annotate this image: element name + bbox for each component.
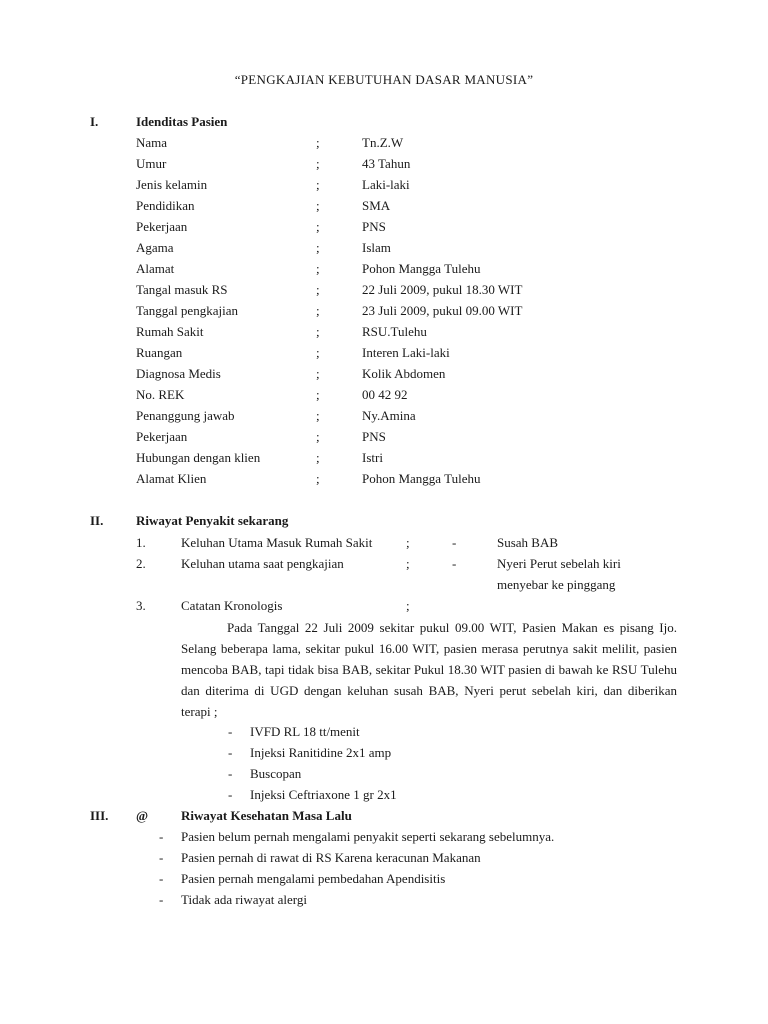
identity-label: Hubungan dengan klien xyxy=(136,450,261,465)
complaint-value: Nyeri Perut sebelah kiri xyxy=(497,556,621,571)
therapy-item: Buscopan xyxy=(250,766,302,781)
identity-value: 00 42 92 xyxy=(362,387,408,402)
complaint-value-continued: menyebar ke pinggang xyxy=(497,577,616,592)
complaint-label: Keluhan utama saat pengkajian xyxy=(181,556,344,571)
therapy-bullet: - xyxy=(228,724,233,739)
identity-value: PNS xyxy=(362,429,386,444)
section-2-numeral: II. xyxy=(90,513,104,528)
chronology-paragraph xyxy=(181,617,677,722)
identity-value: Interen Laki-laki xyxy=(362,345,450,360)
identity-value: Kolik Abdomen xyxy=(362,366,446,381)
complaint-dash: - xyxy=(452,535,457,550)
section-1-heading: Idenditas Pasien xyxy=(136,114,228,129)
section-3-heading: Riwayat Kesehatan Masa Lalu xyxy=(181,808,352,823)
identity-label: Penanggung jawab xyxy=(136,408,235,423)
therapy-bullet: - xyxy=(228,766,233,781)
therapy-item: Injeksi Ranitidine 2x1 amp xyxy=(250,745,392,760)
complaint-dash: - xyxy=(452,556,457,571)
identity-label: Tangal masuk RS xyxy=(136,282,228,297)
identity-separator: ; xyxy=(316,303,320,318)
section-3-numeral: III. xyxy=(90,808,109,823)
section-1-numeral: I. xyxy=(90,114,99,129)
identity-label: No. REK xyxy=(136,387,185,402)
identity-value: SMA xyxy=(362,198,391,213)
identity-label: Jenis kelamin xyxy=(136,177,208,192)
identity-label: Agama xyxy=(136,240,174,255)
document-title: “PENGKAJIAN KEBUTUHAN DASAR MANUSIA” xyxy=(234,72,534,87)
identity-value: Istri xyxy=(362,450,383,465)
identity-value: RSU.Tulehu xyxy=(362,324,427,339)
identity-value: Tn.Z.W xyxy=(362,135,404,150)
identity-separator: ; xyxy=(316,471,320,486)
therapy-item: Injeksi Ceftriaxone 1 gr 2x1 xyxy=(250,787,397,802)
identity-label: Tanggal pengkajian xyxy=(136,303,238,318)
identity-label: Rumah Sakit xyxy=(136,324,204,339)
identity-value: Ny.Amina xyxy=(362,408,416,423)
identity-label: Ruangan xyxy=(136,345,183,360)
identity-value: Pohon Mangga Tulehu xyxy=(362,261,481,276)
section-3-marker: @ xyxy=(136,808,149,823)
history-bullet: - xyxy=(159,829,164,844)
identity-separator: ; xyxy=(316,450,320,465)
complaint-separator: ; xyxy=(406,598,410,613)
history-bullet: - xyxy=(159,892,164,907)
identity-separator: ; xyxy=(316,198,320,213)
identity-separator: ; xyxy=(316,219,320,234)
identity-separator: ; xyxy=(316,429,320,444)
identity-separator: ; xyxy=(316,387,320,402)
identity-separator: ; xyxy=(316,135,320,150)
identity-label: Alamat Klien xyxy=(136,471,207,486)
identity-value: Islam xyxy=(362,240,391,255)
identity-label: Nama xyxy=(136,135,168,150)
identity-label: Pekerjaan xyxy=(136,219,188,234)
history-item: Tidak ada riwayat alergi xyxy=(181,892,307,907)
identity-label: Umur xyxy=(136,156,167,171)
identity-value: 43 Tahun xyxy=(362,156,411,171)
identity-separator: ; xyxy=(316,177,320,192)
history-item: Pasien belum pernah mengalami penyakit seperti sekarang sebelumnya. xyxy=(181,829,555,844)
complaint-label: Keluhan Utama Masuk Rumah Sakit xyxy=(181,535,373,550)
identity-label: Pekerjaan xyxy=(136,429,188,444)
therapy-bullet: - xyxy=(228,745,233,760)
identity-separator: ; xyxy=(316,282,320,297)
section-2-heading: Riwayat Penyakit sekarang xyxy=(136,513,289,528)
complaint-separator: ; xyxy=(406,535,410,550)
identity-label: Pendidikan xyxy=(136,198,195,213)
complaint-value: Susah BAB xyxy=(497,535,559,550)
chronology-text: Pada Tanggal 22 Juli 2009 sekitar pukul 09.00 WIT, Pasien Makan es pisang Ijo. Selang beberapa lama, sekitar pukul 16.00 WIT, pasien merasa perutnya sakit melilit, pasien mencoba BAB, tapi tidak bisa BAB, sekitar Pukul 18.30 WIT pasien di bawah ke RSU Tulehu dan diterima di UGD dengan keluhan susah BAB, Nyeri perut sebelah kiri, dan diberikan terapi ; xyxy=(181,620,677,719)
identity-value: 23 Juli 2009, pukul 09.00 WIT xyxy=(362,303,523,318)
identity-value: Laki-laki xyxy=(362,177,410,192)
therapy-bullet: - xyxy=(228,787,233,802)
history-item: Pasien pernah mengalami pembedahan Apendisitis xyxy=(181,871,446,886)
complaint-label: Catatan Kronologis xyxy=(181,598,283,613)
identity-separator: ; xyxy=(316,408,320,423)
identity-value: 22 Juli 2009, pukul 18.30 WIT xyxy=(362,282,523,297)
complaint-number: 1. xyxy=(136,535,146,550)
identity-separator: ; xyxy=(316,324,320,339)
identity-separator: ; xyxy=(316,240,320,255)
history-item: Pasien pernah di rawat di RS Karena keracunan Makanan xyxy=(181,850,481,865)
identity-value: PNS xyxy=(362,219,386,234)
complaint-separator: ; xyxy=(406,556,410,571)
complaint-number: 2. xyxy=(136,556,146,571)
identity-separator: ; xyxy=(316,156,320,171)
therapy-item: IVFD RL 18 tt/menit xyxy=(250,724,360,739)
identity-value: Pohon Mangga Tulehu xyxy=(362,471,481,486)
identity-separator: ; xyxy=(316,366,320,381)
history-bullet: - xyxy=(159,850,164,865)
identity-separator: ; xyxy=(316,345,320,360)
identity-label: Alamat xyxy=(136,261,175,276)
complaint-number: 3. xyxy=(136,598,146,613)
identity-label: Diagnosa Medis xyxy=(136,366,221,381)
identity-separator: ; xyxy=(316,261,320,276)
history-bullet: - xyxy=(159,871,164,886)
